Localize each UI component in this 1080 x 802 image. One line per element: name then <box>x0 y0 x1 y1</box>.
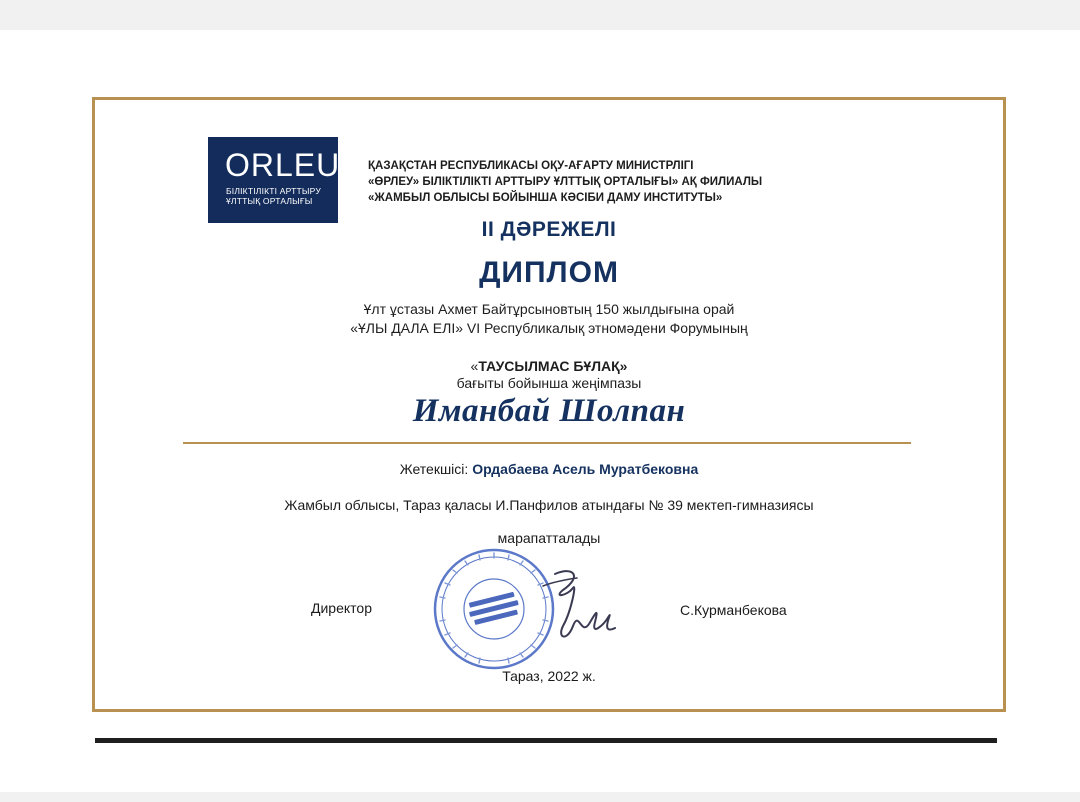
logo-subtitle-line-1: БІЛІКТІЛІКТІ АРТТЫРУ <box>226 186 321 196</box>
org-line-institute: «ЖАМБЫЛ ОБЛЫСЫ БОЙЫНША КӘСІБИ ДАМУ ИНСТИТУТЫ» <box>368 192 723 204</box>
logo-wordmark: ORLEU <box>225 147 341 183</box>
director-name: С.Курманбекова <box>680 602 787 618</box>
name-underline <box>183 442 911 444</box>
supervisor-line <box>95 461 1003 477</box>
occasion-line-1: Ұлт ұстазы Ахмет Байтұрсыновтың 150 жылдығына орай <box>363 301 735 317</box>
winner-name: Иманбай Шолпан <box>412 393 686 429</box>
occasion-line-2: «ҰЛЫ ДАЛА ЕЛІ» VI Республикалық этномәдени Форумының <box>350 320 748 336</box>
supervisor-name: Ордабаева Асель Муратбековна <box>472 461 699 477</box>
direction-name-line <box>95 358 1003 375</box>
diploma-title: ДИПЛОМ <box>479 256 619 289</box>
director-label: Директор <box>311 600 372 616</box>
org-line-ministry: ҚАЗАҚСТАН РЕСПУБЛИКАСЫ ОҚУ-АҒАРТУ МИНИСТРЛІГІ <box>368 160 694 172</box>
orleu-logo <box>208 137 341 223</box>
direction-text: бағыты бойынша жеңімпазы <box>456 375 642 391</box>
director-signature <box>533 566 623 658</box>
occasion-text <box>95 300 1003 338</box>
city-date: Тараз, 2022 ж. <box>502 668 596 684</box>
supervisor-label: Жетекшісі: <box>399 461 469 477</box>
direction-block <box>95 358 1003 392</box>
diploma-frame <box>92 97 1006 712</box>
degree-heading: II ДӘРЕЖЕЛІ <box>481 218 617 241</box>
school-name: Жамбыл облысы, Тараз қаласы И.Панфилов атындағы № 39 мектеп-гимназиясы <box>284 497 814 513</box>
org-line-branch: «ӨРЛЕУ» БІЛІКТІЛІКТІ АРТТЫРУ ҰЛТТЫҚ ОРТАЛЫҒЫ» АҚ ФИЛИАЛЫ <box>368 176 763 188</box>
direction-name: ТАУСЫЛМАС БҰЛАҚ» <box>478 358 628 374</box>
logo-subtitle-line-2: ҰЛТТЫҚ ОРТАЛЫҒЫ <box>226 196 313 206</box>
awarded-text: марапатталады <box>497 530 601 546</box>
organization-header <box>368 158 888 206</box>
bottom-rule <box>95 738 997 743</box>
direction-open-quote: « <box>470 358 479 374</box>
